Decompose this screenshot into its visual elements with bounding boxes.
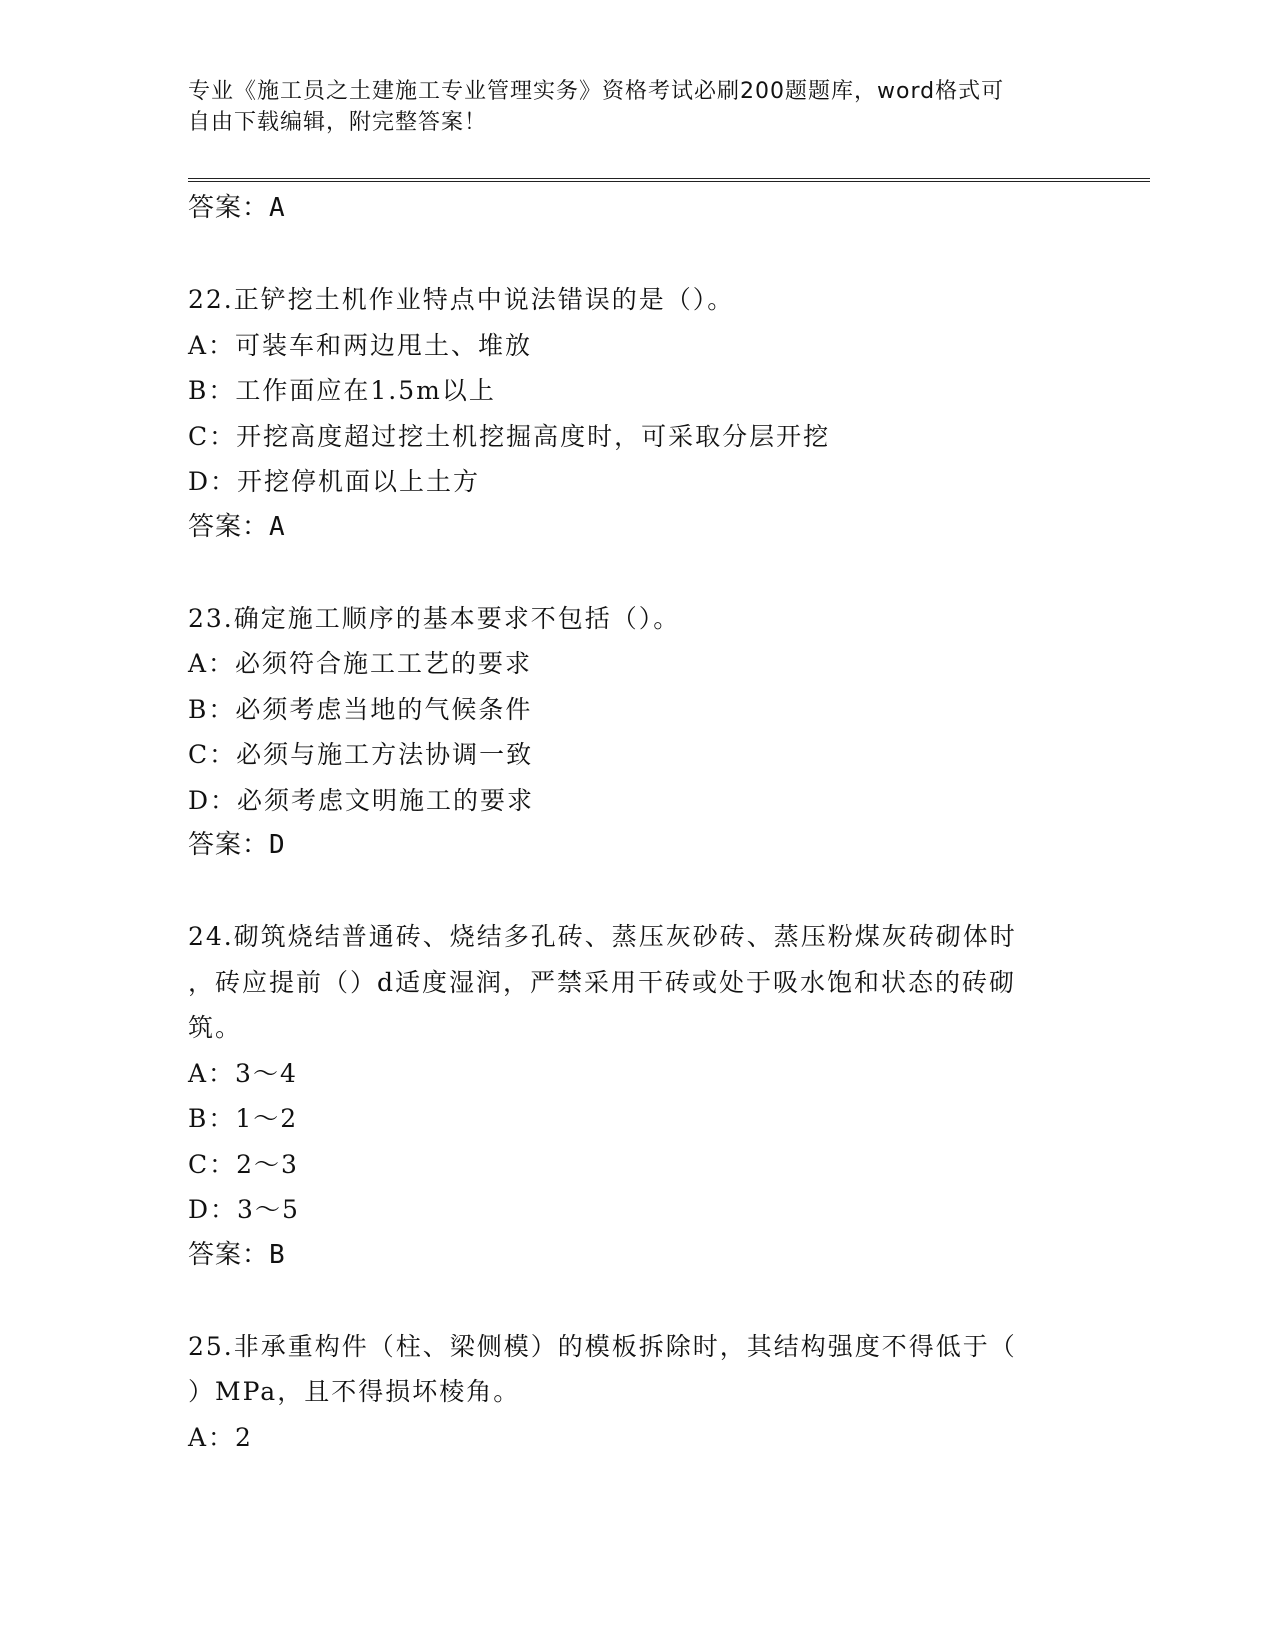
question-stem-line-2: ，砖应提前（）d适度湿润，严禁采用干砖或处于吸水饱和状态的砖砌 (188, 967, 1017, 997)
option-c: C：必须与施工方法协调一致 (188, 740, 534, 769)
answer-label: 答案： (188, 830, 270, 860)
answer-line (188, 1233, 1088, 1279)
spacer (188, 1278, 1088, 1324)
option-b: B：1～2 (188, 1104, 299, 1133)
answer-line (188, 505, 1088, 551)
question-24 (188, 914, 1088, 1278)
answer-line (188, 823, 1088, 869)
question-list (188, 186, 1088, 1460)
header-line-1: 专业《施工员之土建施工专业管理实务》资格考试必刷200题题库，word格式可 (188, 79, 1005, 104)
spacer (188, 550, 1088, 596)
answer-value: D (269, 830, 286, 860)
answer-label: 答案： (188, 193, 270, 223)
answer-line (188, 186, 1088, 232)
question-stem-line-2: ）MPa，且不得损坏棱角。 (188, 1377, 521, 1406)
question-stem-line-3: 筑。 (188, 1013, 243, 1042)
option-b: B：必须考虑当地的气候条件 (188, 694, 533, 724)
answer-value: B (269, 1239, 286, 1270)
answer-label: 答案： (188, 1239, 270, 1270)
answer-value: A (269, 193, 286, 223)
option-d: D：必须考虑文明施工的要求 (188, 785, 535, 815)
document-header (188, 76, 1088, 138)
header-line-2: 自由下载编辑，附完整答案！ (188, 110, 488, 135)
option-a: A：3～4 (188, 1058, 298, 1088)
spacer (188, 869, 1088, 915)
question-stem-line-1: 25.非承重构件（柱、梁侧模）的模板拆除时，其结构强度不得低于（ (188, 1331, 1017, 1361)
answer-label: 答案： (188, 511, 270, 542)
question-stem: 23.确定施工顺序的基本要求不包括（）。 (188, 603, 681, 633)
header-divider (188, 178, 1150, 182)
option-d: D：开挖停机面以上土方 (188, 467, 481, 496)
option-c: C：2～3 (188, 1149, 299, 1179)
option-c: C：开挖高度超过挖土机挖掘高度时，可采取分层开挖 (188, 421, 831, 451)
question-22 (188, 277, 1088, 550)
question-stem: 22.正铲挖土机作业特点中说法错误的是（）。 (188, 285, 735, 314)
option-a: A：可装车和两边甩土、堆放 (188, 330, 533, 360)
spacer (188, 232, 1088, 278)
option-a: A：2 (188, 1422, 253, 1452)
option-b: B：工作面应在1.5m以上 (188, 376, 496, 405)
question-stem-line-1: 24.砌筑烧结普通砖、烧结多孔砖、蒸压灰砂砖、蒸压粉煤灰砖砌体时 (188, 922, 1017, 951)
option-a: A：必须符合施工工艺的要求 (188, 649, 533, 678)
question-23 (188, 596, 1088, 869)
answer-value: A (269, 511, 286, 542)
question-25 (188, 1324, 1088, 1461)
option-d: D：3～5 (188, 1195, 300, 1224)
